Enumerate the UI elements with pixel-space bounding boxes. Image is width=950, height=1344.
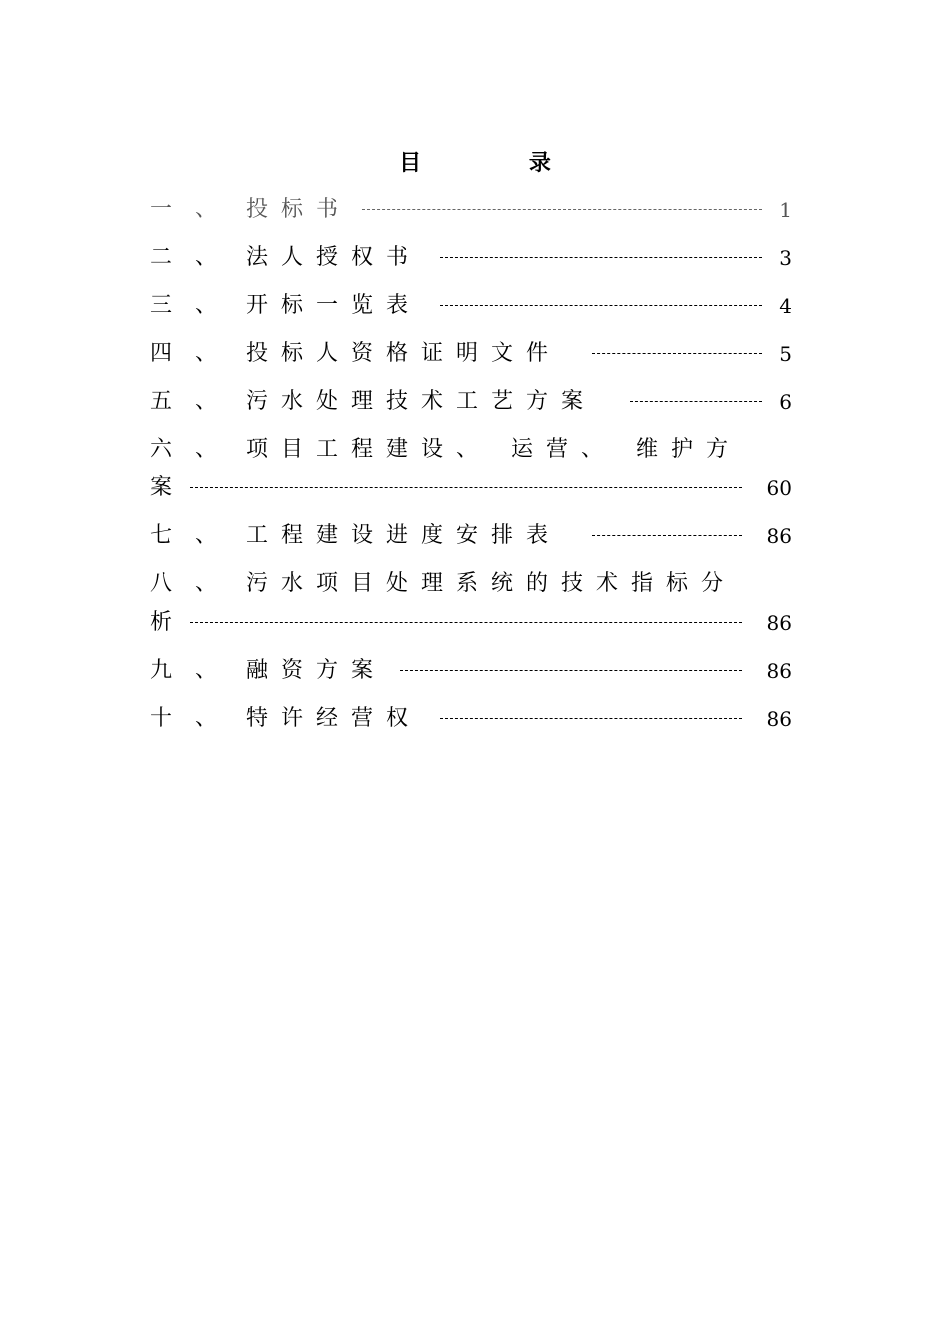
toc-entry-number: 七 、 <box>150 523 225 548</box>
toc-entry <box>150 192 792 228</box>
toc-entry-number: 三 、 <box>150 293 225 318</box>
toc-leader <box>440 305 762 306</box>
toc-entry-title: 特许经营权 <box>246 706 422 731</box>
toc-entry-page: 86 <box>766 611 792 635</box>
toc-leader <box>440 718 742 719</box>
toc-leader <box>400 670 742 671</box>
toc-entry <box>150 384 792 420</box>
toc-entry-number: 八 、 <box>150 571 225 596</box>
toc-entry-page: 86 <box>766 659 792 683</box>
toc-leader <box>190 487 742 488</box>
toc-entry <box>150 518 792 554</box>
toc-entry-page: 86 <box>766 524 792 548</box>
toc-leader <box>190 622 742 623</box>
toc-entry-number: 五 、 <box>150 389 225 414</box>
toc-entry-title-continued: 案 <box>150 475 181 500</box>
toc-entry-number: 四 、 <box>150 341 225 366</box>
toc-entry-page: 5 <box>779 342 792 366</box>
toc-title: 目 录 <box>399 151 601 176</box>
toc-entry-number: 二 、 <box>150 245 225 270</box>
toc-entry-number: 六 、 <box>150 437 225 462</box>
toc-entry-number: 九 、 <box>150 658 225 683</box>
toc-entry-title: 污水处理技术工艺方案 <box>246 389 597 414</box>
toc-entry <box>150 288 792 324</box>
toc-entry-page: 4 <box>779 294 792 318</box>
toc-entry-continuation <box>150 470 792 506</box>
toc-entry-page: 6 <box>779 390 792 414</box>
toc-entry-title: 工程建设进度安排表 <box>246 523 562 548</box>
toc-entry-title: 投标人资格证明文件 <box>246 341 562 366</box>
toc-entry <box>150 336 792 372</box>
toc-entry-page: 3 <box>779 246 792 270</box>
toc-entry <box>150 701 792 737</box>
toc-entry <box>150 432 810 468</box>
toc-entry-title: 投标书 <box>246 197 352 222</box>
toc-entry-page: 60 <box>766 476 792 500</box>
toc-leader <box>440 257 762 258</box>
toc-entry-continuation <box>150 605 792 641</box>
toc-entry <box>150 653 792 689</box>
toc-entry-title-continued: 析 <box>150 610 181 635</box>
toc-entry <box>150 566 810 602</box>
toc-leader <box>592 535 742 536</box>
toc-leader <box>630 401 762 402</box>
toc-entry-page: 86 <box>766 707 792 731</box>
toc-entry <box>150 240 792 276</box>
toc-entry-title: 法人授权书 <box>246 245 422 270</box>
toc-entry-title: 开标一览表 <box>246 293 422 318</box>
toc-entry-title: 融资方案 <box>246 658 387 683</box>
toc-entry-number: 一 、 <box>150 197 225 222</box>
toc-leader <box>592 353 762 354</box>
toc-entry-title: 项目工程建设、 运营、 维护方 <box>246 437 741 462</box>
toc-leader <box>362 209 762 210</box>
toc-entry-title: 污水项目处理系统的技术指标分 <box>246 571 737 596</box>
toc-entry-page: 1 <box>779 198 792 222</box>
toc-entry-number: 十 、 <box>150 706 225 731</box>
